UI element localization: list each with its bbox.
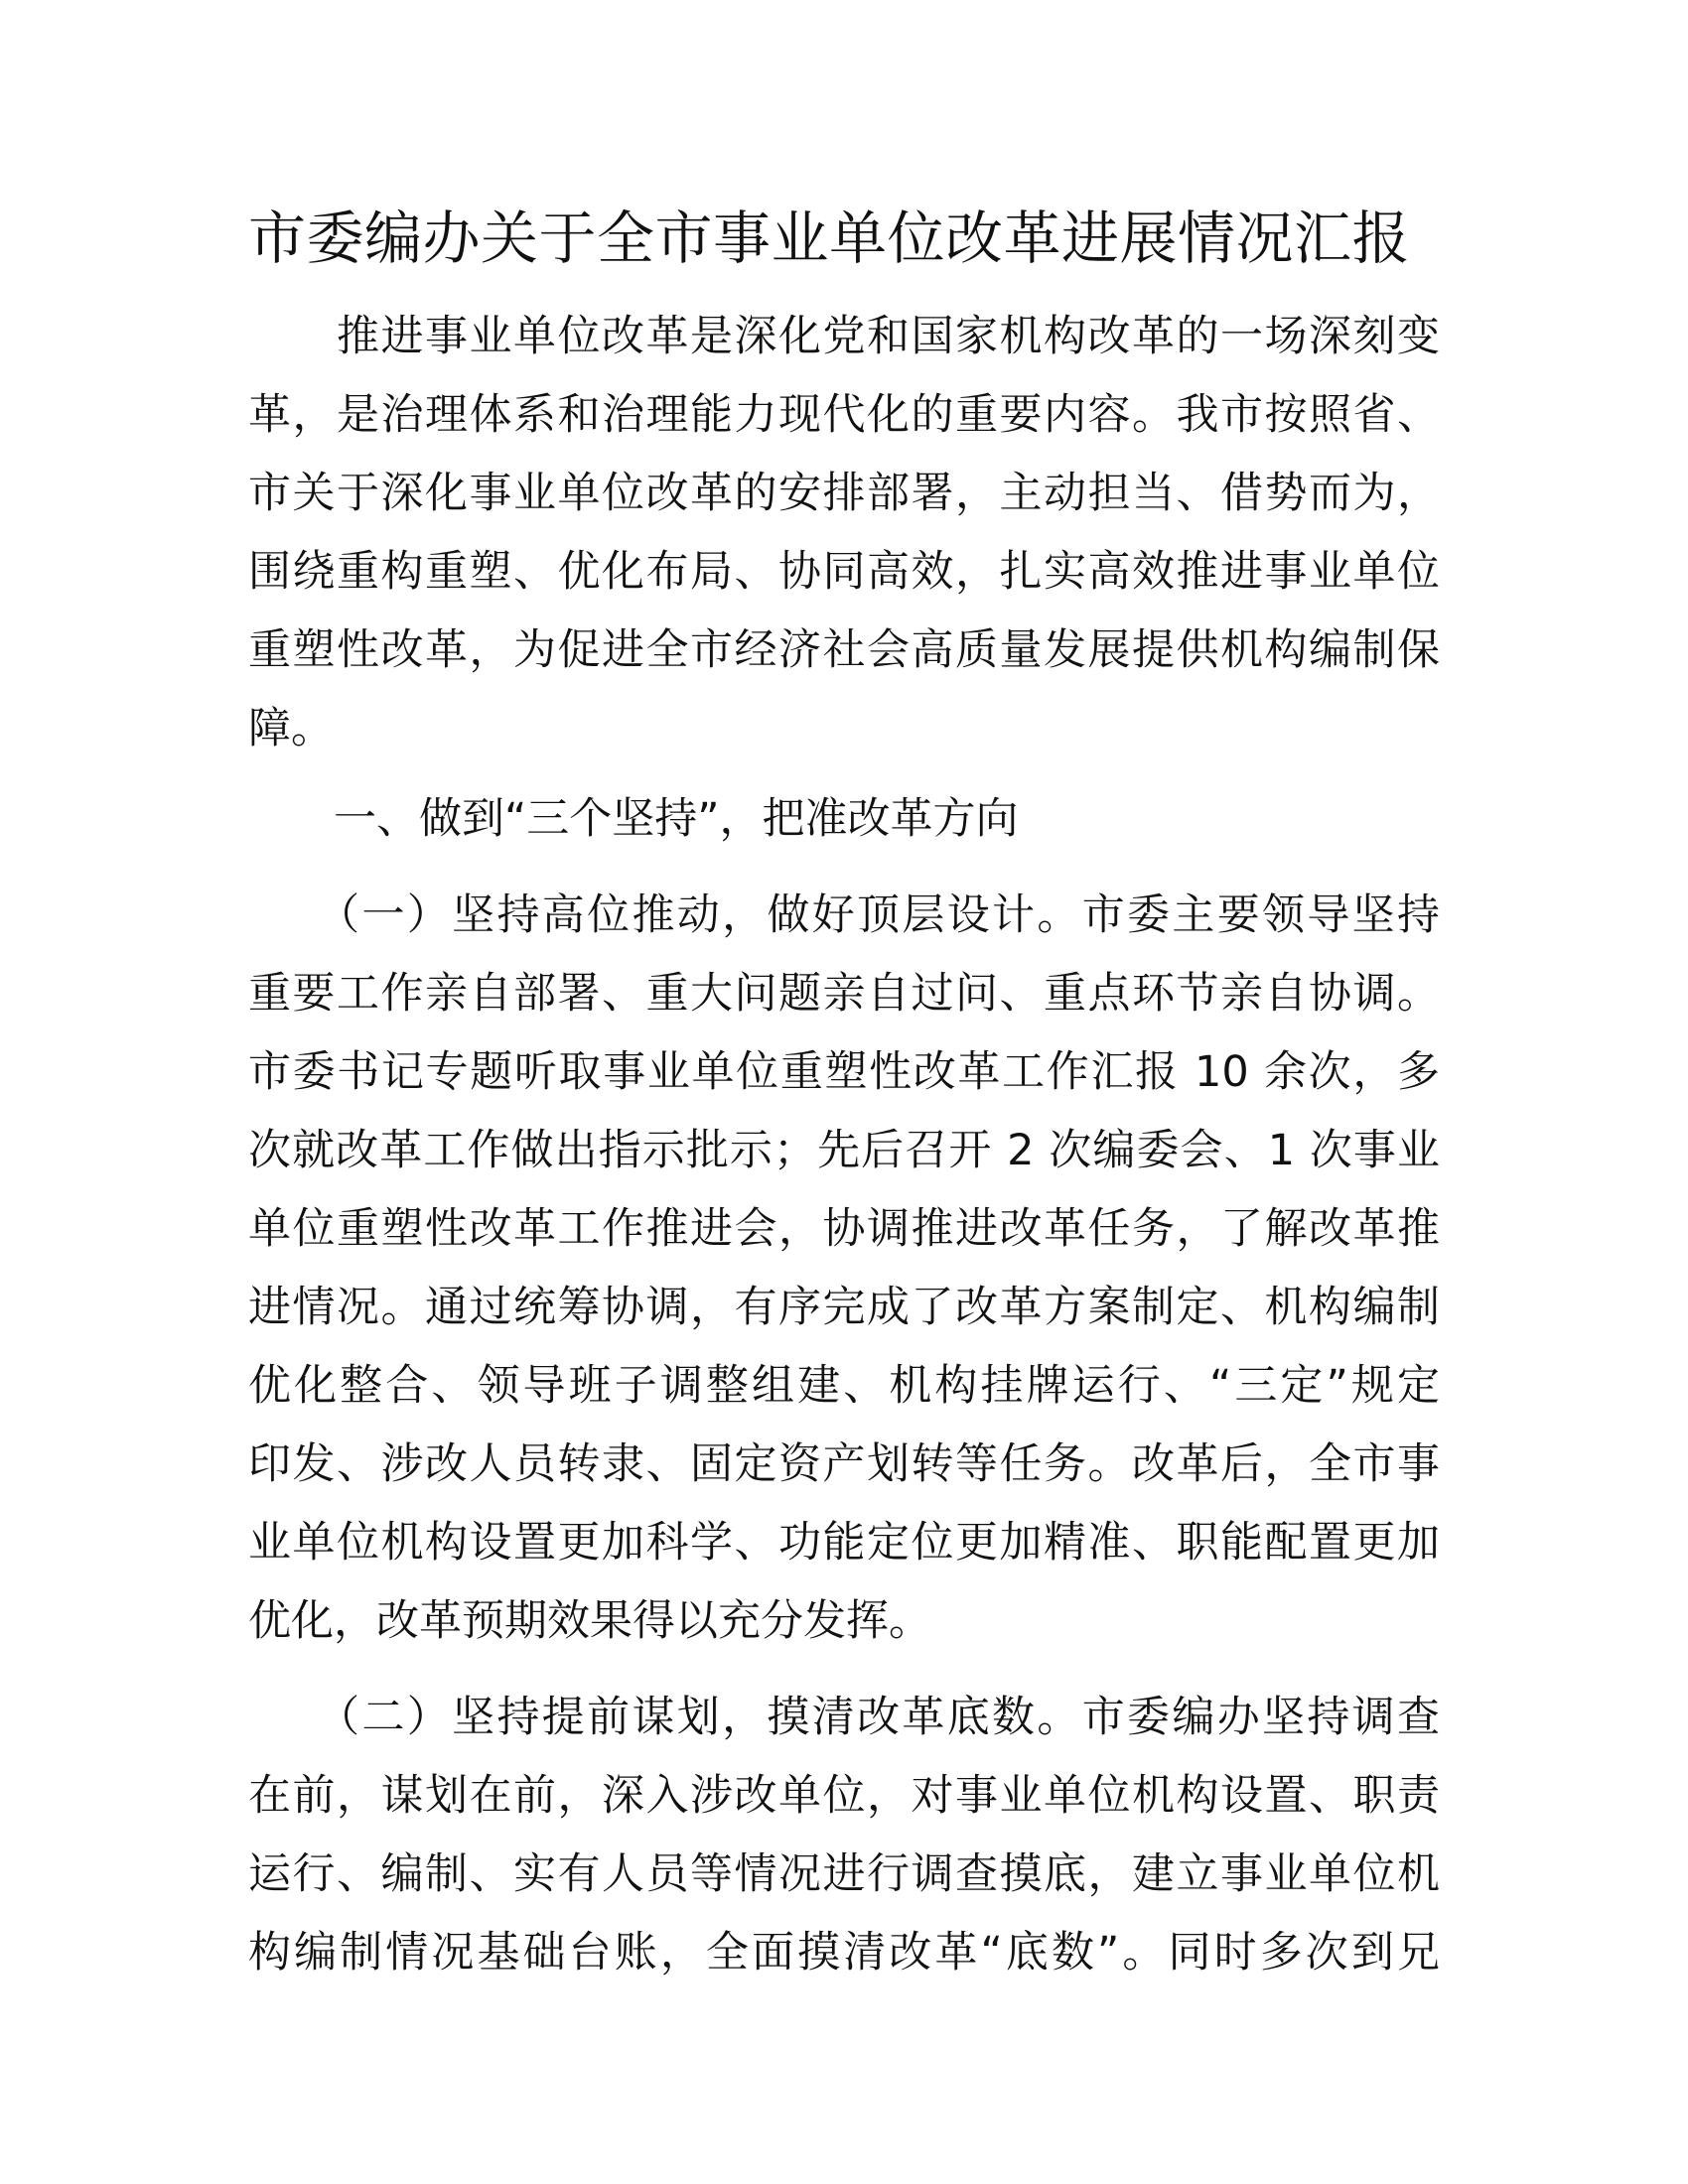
text-line: 运行、编制、实有人员等情况进行调查摸底，建立事业单位机 <box>248 1849 1440 1899</box>
paragraph-section-1-2 <box>248 1679 1440 1992</box>
text-line: 印发、涉改人员转隶、固定资产划转等任务。改革后，全市事 <box>248 1439 1440 1489</box>
paragraph-section-1-1 <box>248 877 1440 1661</box>
text-line: 围绕重构重塑、优化布局、协同高效，扎实高效推进事业单位 <box>248 547 1440 597</box>
document-body <box>248 298 1440 1992</box>
document-title: 市委编办关于全市事业单位改革进展情况汇报 <box>248 205 1411 272</box>
text-line: 重塑性改革，为促进全市经济社会高质量发展提供机构编制保 <box>248 625 1440 675</box>
text-line: 优化，改革预期效果得以充分发挥。 <box>248 1596 931 1646</box>
text-line: 次就改革工作做出指示批示；先后召开 2 次编委会、1 次事业 <box>248 1126 1440 1175</box>
text-line: 重要工作亲自部署、重大问题亲自过问、重点环节亲自协调。 <box>248 969 1440 1019</box>
text-line: 推进事业单位改革是深化党和国家机构改革的一场深刻变 <box>248 312 1440 361</box>
text-line: 革，是治理体系和治理能力现代化的重要内容。我市按照省、 <box>248 390 1440 440</box>
heading-text: 一、做到“三个坚持”，把准改革方向 <box>248 794 1019 844</box>
text-line: 优化整合、领导班子调整组建、机构挂牌运行、“三定”规定 <box>248 1361 1440 1411</box>
text-line: 业单位机构设置更加科学、功能定位更加精准、职能配置更加 <box>248 1518 1440 1568</box>
text-line: 构编制情况基础台账，全面摸清改革“底数”。同时多次到兄 <box>248 1928 1440 1978</box>
section-heading-1 <box>248 780 1440 859</box>
text-line: 障。 <box>248 704 334 753</box>
text-line: 市委书记专题听取事业单位重塑性改革工作汇报 10 余次，多 <box>248 1047 1440 1097</box>
text-line: 在前，谋划在前，深入涉改单位，对事业单位机构设置、职责 <box>248 1771 1440 1821</box>
paragraph-intro <box>248 298 1440 768</box>
text-line: 单位重塑性改革工作推进会，协调推进改革任务，了解改革推 <box>248 1204 1440 1254</box>
text-line: 市关于深化事业单位改革的安排部署，主动担当、借势而为， <box>248 469 1440 518</box>
text-line: （一）坚持高位推动，做好顶层设计。市委主要领导坚持 <box>248 890 1440 940</box>
text-line: （二）坚持提前谋划，摸清改革底数。市委编办坚持调查 <box>248 1693 1440 1742</box>
text-line: 进情况。通过统筹协调，有序完成了改革方案制定、机构编制 <box>248 1283 1440 1332</box>
